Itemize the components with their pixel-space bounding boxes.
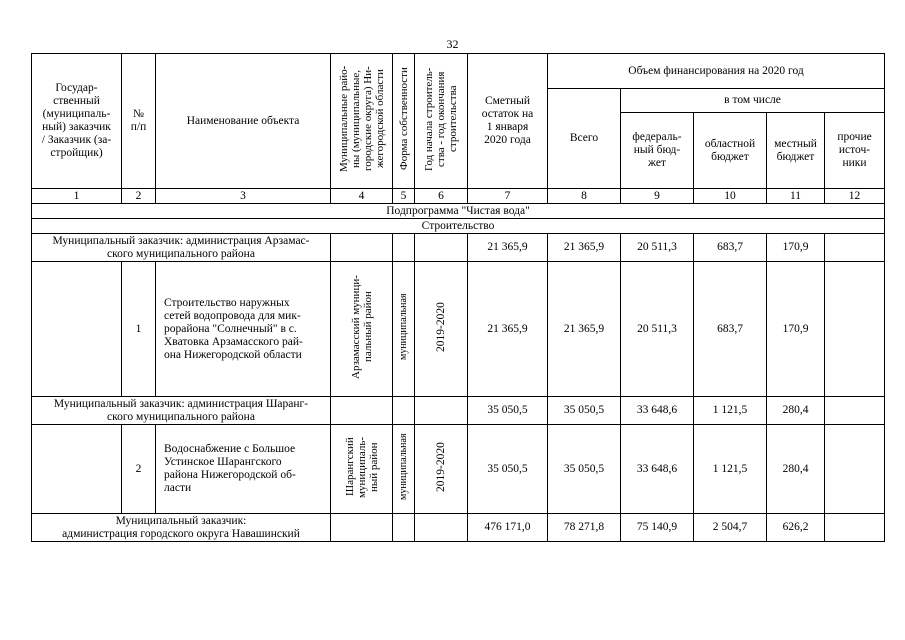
federal-value: 33 648,6 (621, 397, 694, 425)
object-ownership: муниципальная (393, 425, 415, 514)
column-number: 9 (621, 189, 694, 204)
other-value (825, 234, 885, 262)
customer-name: Муниципальный заказчик: администрация Арзамас- ского муниципального района (32, 234, 331, 262)
header-districts: Муниципальные райо- ны (муниципальные, городские округа) Ни- жегородской области (331, 54, 393, 189)
object-number: 2 (122, 425, 156, 514)
header-ownership: Форма собственности (393, 54, 415, 189)
column-number: 6 (415, 189, 468, 204)
estimate-value: 21 365,9 (468, 234, 548, 262)
header-years: Год начала строитель- ства - год окончания строительства (415, 54, 468, 189)
local-value: 280,4 (767, 425, 825, 514)
column-number: 1 (32, 189, 122, 204)
column-number: 5 (393, 189, 415, 204)
total-value: 35 050,5 (548, 397, 621, 425)
estimate-value: 476 171,0 (468, 514, 548, 542)
estimate-value: 35 050,5 (468, 397, 548, 425)
object-years: 2019-2020 (415, 262, 468, 397)
total-value: 35 050,5 (548, 425, 621, 514)
federal-value: 20 511,3 (621, 234, 694, 262)
header-total: Всего (548, 89, 621, 189)
header-federal: федераль- ный бюд- жет (621, 113, 694, 189)
other-value (825, 397, 885, 425)
column-number: 12 (825, 189, 885, 204)
object-number: 1 (122, 262, 156, 397)
column-number: 2 (122, 189, 156, 204)
header-financing: Объем финансирования на 2020 год (548, 54, 885, 89)
column-number: 3 (156, 189, 331, 204)
financing-table (31, 53, 885, 542)
column-number: 4 (331, 189, 393, 204)
customer-name: Муниципальный заказчик: администрация городского округа Навашинский (32, 514, 331, 542)
total-value: 21 365,9 (548, 234, 621, 262)
object-district: Арзамасский муници- пальный район (331, 262, 393, 397)
estimate-value: 35 050,5 (468, 425, 548, 514)
object-row (32, 262, 885, 397)
header-local: местный бюджет (767, 113, 825, 189)
header-regional: областной бюджет (694, 113, 767, 189)
header-including: в том числе (621, 89, 885, 113)
customer-row (32, 514, 885, 542)
customer-row (32, 234, 885, 262)
federal-value: 20 511,3 (621, 262, 694, 397)
customer-row (32, 397, 885, 425)
header-number: № п/п (122, 54, 156, 189)
header-other: прочие источ- ники (825, 113, 885, 189)
column-number: 11 (767, 189, 825, 204)
total-value: 21 365,9 (548, 262, 621, 397)
column-numbers-row (32, 189, 885, 204)
section-title: Строительство (32, 219, 885, 234)
regional-value: 2 504,7 (694, 514, 767, 542)
federal-value: 33 648,6 (621, 425, 694, 514)
local-value: 626,2 (767, 514, 825, 542)
estimate-value: 21 365,9 (468, 262, 548, 397)
regional-value: 1 121,5 (694, 425, 767, 514)
federal-value: 75 140,9 (621, 514, 694, 542)
regional-value: 1 121,5 (694, 397, 767, 425)
object-name: Водоснабжение с Большое Устинское Шарангского района Нижегородской об- ласти (156, 425, 331, 514)
object-ownership: муниципальная (393, 262, 415, 397)
page-number: 32 (446, 37, 459, 51)
other-value (825, 514, 885, 542)
object-name: Строительство наружных сетей водопровода для мик- рорайона "Солнечный" в с. Хватовка Арзамасского рай- она Нижегородской области (156, 262, 331, 397)
column-number: 7 (468, 189, 548, 204)
local-value: 170,9 (767, 262, 825, 397)
column-number: 8 (548, 189, 621, 204)
column-number: 10 (694, 189, 767, 204)
local-value: 280,4 (767, 397, 825, 425)
regional-value: 683,7 (694, 234, 767, 262)
customer-name: Муниципальный заказчик: администрация Шаранг- ского муниципального района (32, 397, 331, 425)
object-district: Шарангский муниципаль- ный район (331, 425, 393, 514)
object-years: 2019-2020 (415, 425, 468, 514)
other-value (825, 262, 885, 397)
header-estimate: Сметный остаток на 1 января 2020 года (468, 54, 548, 189)
header-object-name: Наименование объекта (156, 54, 331, 189)
header-customer: Государ- ственный (муниципаль- ный) заказчик / Заказчик (за- стройщик) (32, 54, 122, 189)
subprogram-title: Подпрограмма "Чистая вода" (32, 204, 885, 219)
regional-value: 683,7 (694, 262, 767, 397)
total-value: 78 271,8 (548, 514, 621, 542)
local-value: 170,9 (767, 234, 825, 262)
object-row (32, 425, 885, 514)
other-value (825, 425, 885, 514)
